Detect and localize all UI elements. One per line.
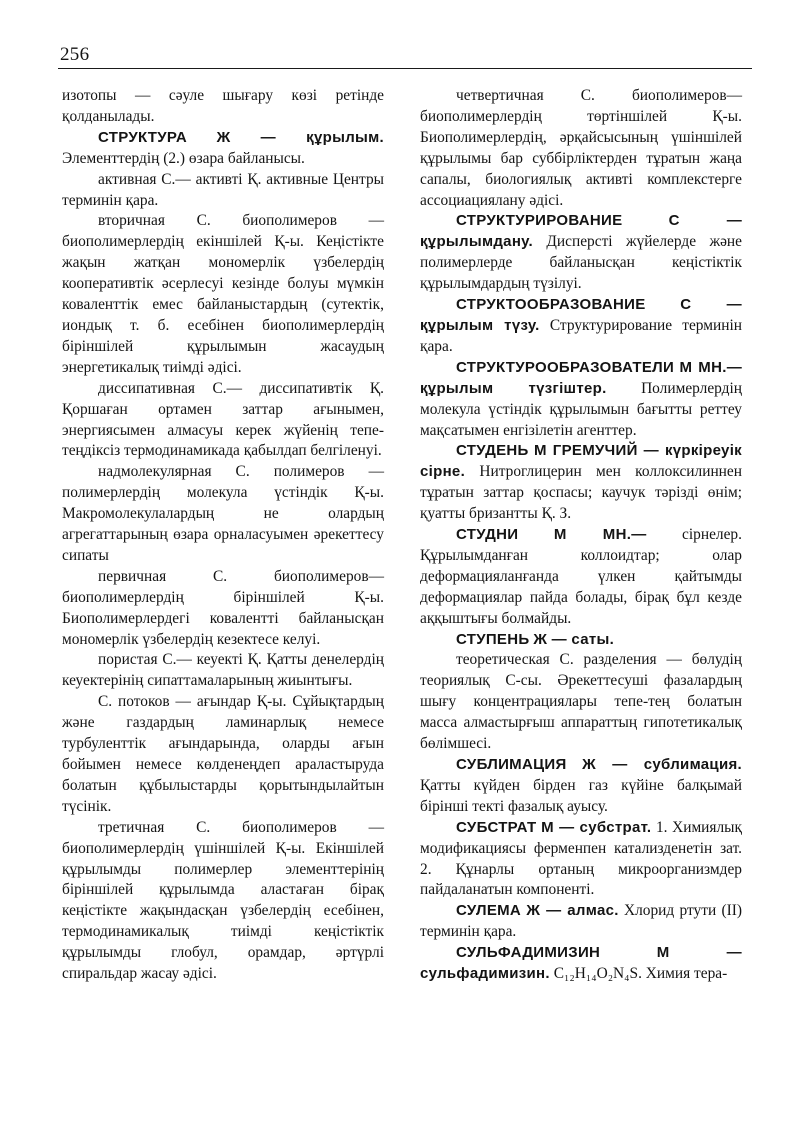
subentry [62,170,384,212]
entry-definition: Полимерлердің молекула үстіндік құрылымын бағытты реттеу мақсатымен енгізілетін агенттер. [420,379,742,439]
page-number: 256 [60,44,90,65]
entry-definition: C₁₂H₁₄O₂N₄S. Химия тера- [553,965,728,983]
entry-headword: СТРУКТУРА [98,128,188,146]
dictionary-entry [420,295,742,358]
subentry-text: третичная С. биополимеров — биополимерлердің үшіншілей Қ-ы. Екіншілей құрылымды полимерлер элементтерінің біріншілей құрылымда аластаған бірақ кеңістікте жақындасқан үзбелердің есебінен, термодинамикалық тиімді кеңістіктік құрылымды глобул, орамдар, әртүрлі спиральдар жасау әдісі. [62,818,384,983]
entry-grammar: М ГРЕМУЧИЙ — күркіреуік сірне. [420,442,742,481]
entry-grammar: Ж — құрылым. [216,128,384,146]
subentry-text: С. потоков — ағындар Қ-ы. Сұйықтардың және газдардың ламинарлық немесе турбуленттік ағындарында, оларды ағын бойымен немесе көлденеңдеп араластыруда болатын құбылыстарды қорытындылайтын түсінік. [62,693,384,815]
dictionary-entry [420,525,742,630]
dictionary-entry [420,211,742,295]
entry-grammar: С — құрылымдану. [420,212,742,251]
entry-grammar: М МН.— құрылым түзгіштер. [420,358,742,397]
subentry [62,567,384,651]
subentry [420,86,742,211]
entry-definition: Нитроглицерин мен коллоксилиннен тұратын заттар қоспасы; каучук тәрізді өнім; қуатты бризантты Қ. З. [420,463,742,523]
entry-definition: сірнелер. Құрылымданған коллоидтар; олар деформацияланғанда үлкен қайтымды деформациялар пайда болады, бірақ бұл кезде аққыштығы болмайды. [420,526,742,627]
subentry [62,462,384,567]
subentry-text: вторичная С. биополимеров — биополимерлердің екіншілей Қ-ы. Кеңістікте жақын жатқан мономерлік үзбелердің кооперативтік әсерлесуі кезінде болуы мүмкін коваленттік емес байланыстардың (сутектік, иондық т. б. есебінен биополимерлердің біріншілей құрылымын жасаудың энергетикалық тиімді әдісі. [62,212,384,376]
entry-headword: СУЛЕМА [456,902,522,920]
entry-headword: СУБСТРАТ [456,818,537,836]
entry-definition: Элементтердің (2.) өзара байланысы. [62,149,305,167]
entry-headword: СТУПЕНЬ [456,630,530,648]
entry-grammar: М — сульфадимизин. [420,944,742,983]
subentry [420,650,742,755]
continued-text-body: изотопы — сәуле шығару көзі ретінде қолданылады. [62,87,384,125]
subentry [62,818,384,985]
entry-headword: СУБЛИМАЦИЯ [456,756,567,773]
entry-definition: Структурирование терминін қара. [420,316,742,355]
right-column [420,86,742,985]
subentry-text: активная С.— активті Қ. активные Центры терминін қара. [62,170,384,209]
entry-headword: СТУДНИ [456,526,519,544]
dictionary-entry [420,441,742,525]
subentry-text: надмолекулярная С. полимеров — полимерлердің молекула үстіндік Қ-ы. Макромолекулалардың не олардың агрегаттарының өзара орналасуымен әрекеттесу сипаты [62,463,384,564]
entry-grammar: М МН.— [553,526,647,544]
dictionary-entry [420,755,742,818]
entry-headword: СТУДЕНЬ [456,442,529,460]
entry-grammar: Ж — сублимация. [582,756,742,773]
entry-headword: СТРУКТУРООБРАЗОВАТЕЛИ [456,358,675,376]
subentry-text: диссипативная С.— диссипативтік Қ. Қоршаған ортамен заттар ағынымен, энергиясымен алмасуы керек жүйенің тепе-теңдіксіз термодинамикада қабылдап белгіленуі. [62,379,384,460]
entry-grammar: С — құрылым түзу. [420,296,742,334]
continued-text [62,86,384,128]
entry-definition: Қатты күйден бірден газ күйіне балқымай біріншi текті фазалық ауысу. [420,776,742,815]
entry-headword: СТРУКТУРИРОВАНИЕ [456,212,623,230]
entry-definition: 1. Химиялық модификациясы ферменпен катализденетін зат. 2. Құнарлы ортаның микроорганизмдер пайдаланатын компоненті. [420,818,742,899]
dictionary-entry [62,128,384,170]
entry-headword: СУЛЬФАДИМИЗИН [456,944,601,962]
entry-grammar: М — субстрат. [541,818,652,836]
entry-definition: Хлорид ртути (II) терминін қара. [420,902,742,941]
entry-grammar: Ж — саты. [533,630,615,648]
entry-definition: Дисперсті жүйелерде және полимерлерде байланысқан кеңістіктік құрылымдардың түзілуі. [420,233,742,293]
subentry [62,379,384,463]
entry-grammar: Ж — алмас. [526,902,619,920]
subentry [62,650,384,692]
dictionary-entry [420,901,742,943]
dictionary-entry [420,943,742,985]
subentry-text: теоретическая С. разделения — бөлудің теориялық С-сы. Әрекеттесуші фазалардың шығу концентрациялары тепе-тең болатын масса алмастырғыш аппараттың гипотетикалық бөлімшесі. [420,651,742,753]
dictionary-entry [420,630,742,651]
subentry-text: четвертичная С. биополимеров— биополимерлердің төртіншілей Қ-ы. Биополимерлердің, әрқайсысының үшіншілей құрылымы бар суббірліктерден тұратын жаңа сапалы, биологиялық активті комплекстерге ассоциациялану әдісі. [420,87,742,209]
header-rule [58,68,752,69]
subentry-text: первичная С. биополимеров— биополимерлердің біріншілей Қ-ы. Биополимерлердегі коваленттi байланысқан мономерлік үзбелердің кезектесе келуі. [62,567,384,648]
left-column [62,86,384,985]
subentry [62,211,384,378]
subentry-text: пористая С.— кеуекті Қ. Қатты денелердің кеуектерінің сипаттамаларының жиынтығы. [62,651,384,690]
subentry [62,692,384,817]
entry-headword: СТРУКТООБРАЗОВАНИЕ [456,296,646,314]
dictionary-entry [420,358,742,442]
dictionary-entry [420,818,742,902]
